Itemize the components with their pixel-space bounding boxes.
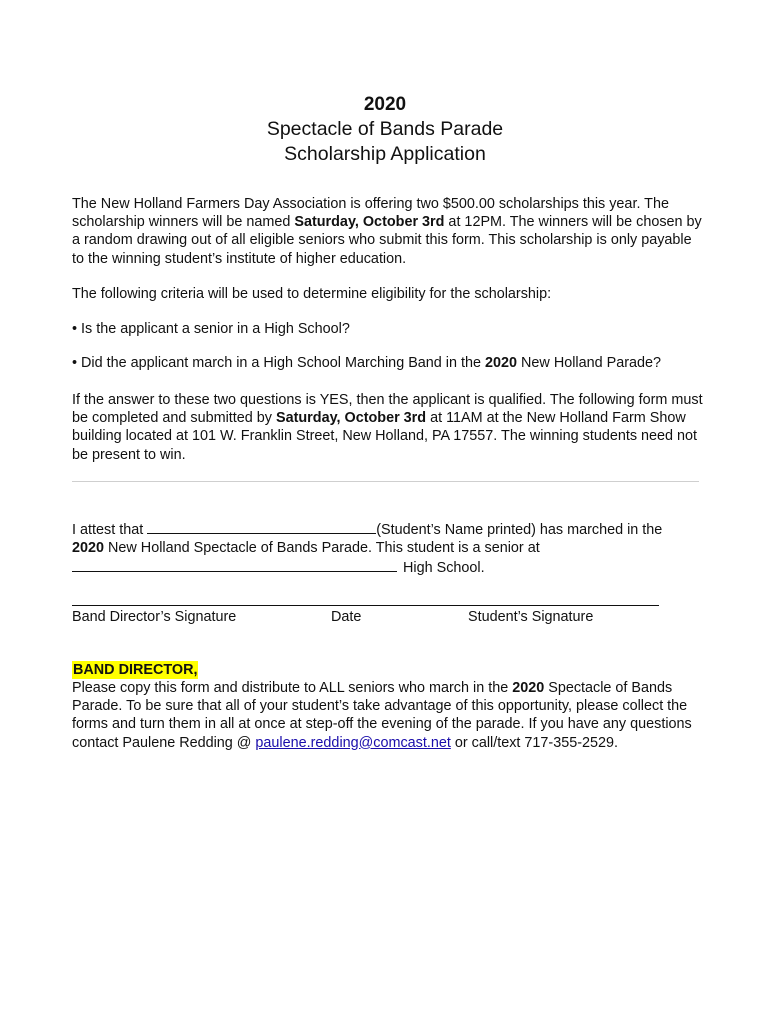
criteria-item-text-1: • Did the applicant march in a High School Marching Band in the bbox=[72, 355, 486, 371]
student-signature-label: Student’s Signature bbox=[468, 609, 594, 625]
intro-text-2: at 12PM. The winners will be chosen by a random drawing out of all eligible seniors who submit this form. This scholarship is only payable to the winning student’s institute of higher education. bbox=[72, 214, 702, 267]
title-line-2: Scholarship Application bbox=[284, 143, 486, 165]
criteria-item-year: 2020 bbox=[485, 355, 518, 371]
date-label: Date bbox=[331, 609, 362, 625]
criteria-item-senior: • Is the applicant a senior in a High School? bbox=[72, 321, 350, 337]
school-name-blank[interactable] bbox=[72, 557, 397, 572]
attest-school-label: High School. bbox=[403, 560, 485, 577]
signature-line[interactable] bbox=[72, 605, 659, 606]
deadline-date: Saturday, October 3rd bbox=[276, 410, 427, 427]
student-name-blank[interactable] bbox=[147, 519, 376, 534]
attest-lead: I attest that bbox=[72, 522, 148, 538]
qualify-paragraph bbox=[72, 391, 704, 464]
criteria-intro: The following criteria will be used to determine eligibility for the scholarship: bbox=[72, 286, 552, 302]
attest-after-name: (Student’s Name printed) has marched in the bbox=[376, 522, 663, 538]
contact-email-link[interactable]: paulene.redding@comcast.net bbox=[255, 734, 451, 751]
intro-text-1: The New Holland Farmers Day Association is offering two $500.00 scholarships this year. The scholarship winners will be named bbox=[72, 196, 669, 231]
qualify-text-2: at 11AM at the New Holland Farm Show building located at 101 W. Franklin Street, New Holland, PA 17557. The winning students need not be present to win. bbox=[72, 410, 698, 463]
intro-paragraph bbox=[72, 195, 704, 268]
qualify-text-1: If the answer to these two questions is YES, then the applicant is qualified. The following form must be completed and submitted by bbox=[72, 392, 703, 427]
title-line-1: Spectacle of Bands Parade bbox=[266, 118, 504, 140]
bd-text-1: Please copy this form and distribute to ALL seniors who march in the bbox=[72, 680, 513, 696]
announce-date: Saturday, October 3rd bbox=[294, 214, 445, 231]
criteria-item-march bbox=[72, 354, 704, 372]
bd-text-3: or call/text 717-355-2529. bbox=[450, 734, 619, 751]
band-director-heading: BAND DIRECTOR, bbox=[73, 662, 198, 678]
criteria-item-text-2: New Holland Parade? bbox=[517, 355, 662, 371]
attest-paragraph bbox=[72, 519, 704, 578]
title-year: 2020 bbox=[363, 94, 407, 115]
bd-year: 2020 bbox=[512, 680, 545, 696]
title-block bbox=[0, 92, 770, 167]
attest-middle: New Holland Spectacle of Bands Parade. This student is a senior at bbox=[104, 540, 540, 557]
band-director-signature-label: Band Director’s Signature bbox=[72, 609, 237, 625]
bd-text-2: Spectacle of Bands Parade. To be sure that all of your student’s take advantage of this opportunity, please collect the forms and turn them in all at once at step-off the evening of the parade. If you have any questions contact Paulene Redding @ bbox=[72, 680, 692, 751]
section-divider bbox=[72, 481, 699, 482]
attest-year: 2020 bbox=[72, 540, 105, 557]
band-director-note bbox=[72, 679, 704, 752]
